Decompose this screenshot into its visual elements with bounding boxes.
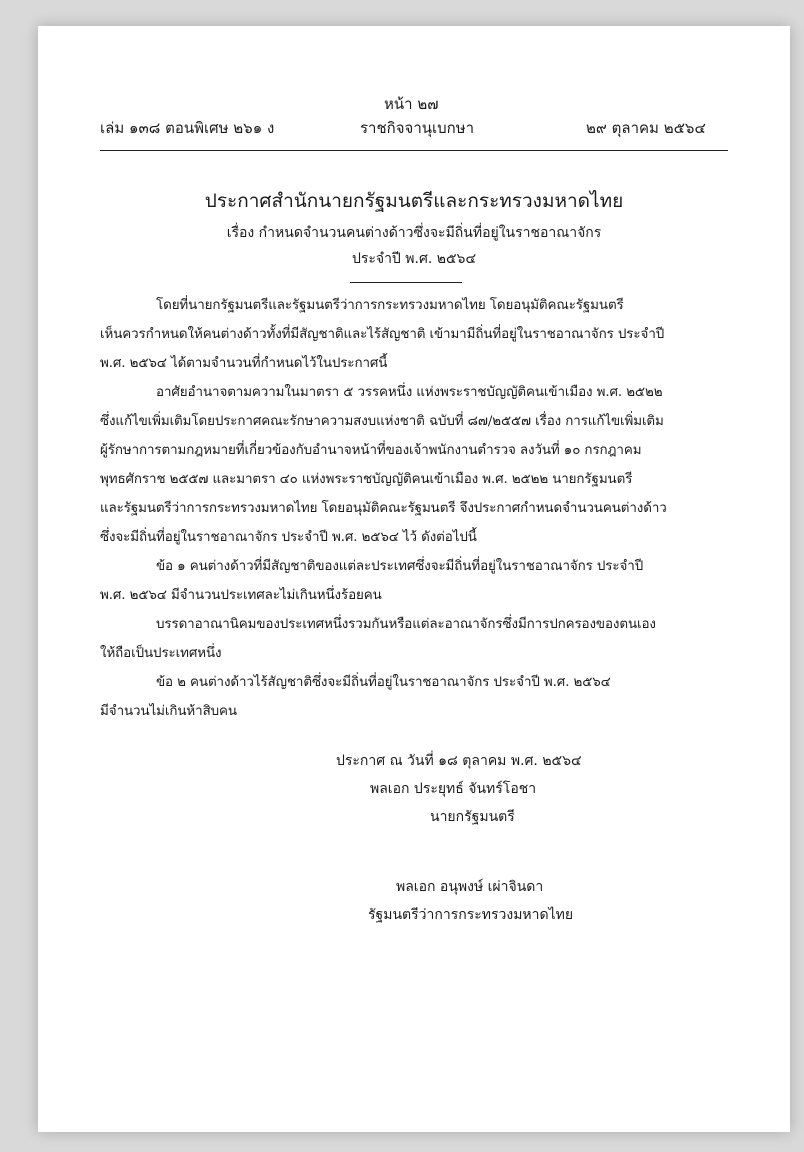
document-subject: เรื่อง กำหนดจำนวนคนต่างด้าวซึ่งจะมีถิ่นที่อยู่ในราชอาณาจักร	[226, 225, 602, 241]
clause-1: ข้อ ๑ คนต่างด้าวที่มีสัญชาติของแต่ละประเทศซึ่งจะมีถิ่นที่อยู่ในราชอาณาจักร ประจำปี	[156, 559, 644, 574]
document-year: ประจำปี พ.ศ. ๒๕๖๔	[351, 251, 477, 267]
gazette-name: ราชกิจจานุเบกษา	[360, 119, 475, 137]
body-line: พุทธศักราช ๒๕๕๗ และมาตรา ๔๐ แห่งพระราชบัญญัติคนเข้าเมือง พ.ศ. ๒๕๒๒ นายกรัฐมนตรี	[100, 472, 633, 487]
body-line: พ.ศ. ๒๕๖๔ ได้ตามจำนวนที่กำหนดไว้ในประกาศนี้	[100, 356, 388, 371]
signer-2-name: พลเอก อนุพงษ์ เผ่าจินดา	[396, 879, 544, 895]
gazette-page	[38, 26, 790, 1132]
body-line: และรัฐมนตรีว่าการกระทรวงมหาดไทย โดยอนุมัติคณะรัฐมนตรี จึงประกาศกำหนดจำนวนคนต่างด้าว	[100, 501, 667, 516]
body-line: เห็นควรกำหนดให้คนต่างด้าวทั้งที่มีสัญชาติและไร้สัญชาติ เข้ามามีถิ่นที่อยู่ในราชอาณาจักร ประจำปี	[100, 327, 665, 342]
clause-2: ข้อ ๒ คนต่างด้าวไร้สัญชาติซึ่งจะมีถิ่นที่อยู่ในราชอาณาจักร ประจำปี พ.ศ. ๒๕๖๔	[156, 675, 611, 690]
publication-date: ๒๙ ตุลาคม ๒๕๖๔	[586, 119, 706, 137]
body-line: ซึ่งแก้ไขเพิ่มเติมโดยประกาศคณะรักษาความสงบแห่งชาติ ฉบับที่ ๘๗/๒๕๕๗ เรื่อง การแก้ไขเพิ่มเติม	[100, 414, 664, 429]
body-line: มีจำนวนไม่เกินห้าสิบคน	[100, 704, 237, 719]
body-line: พ.ศ. ๒๕๖๔ มีจำนวนประเทศละไม่เกินหนึ่งร้อยคน	[100, 588, 382, 603]
body-line: ซึ่งจะมีถิ่นที่อยู่ในราชอาณาจักร ประจำปี พ.ศ. ๒๕๖๔ ไว้ ดังต่อไปนี้	[100, 530, 477, 545]
body-line: ให้ถือเป็นประเทศหนึ่ง	[100, 646, 222, 661]
page-number: หน้า ๒๗	[384, 95, 439, 113]
signer-1-title: นายกรัฐมนตรี	[430, 809, 515, 825]
title-divider	[350, 282, 462, 283]
signer-1-name: พลเอก ประยุทธ์ จันทร์โอชา	[370, 781, 537, 797]
signer-2-title: รัฐมนตรีว่าการกระทรวงมหาดไทย	[368, 907, 574, 923]
body-line: บรรดาอาณานิคมของประเทศหนึ่งรวมกันหรือแต่ละอาณาจักรซึ่งมีการปกครองของตนเอง	[156, 617, 656, 632]
body-line: อาศัยอำนาจตามความในมาตรา ๕ วรรคหนึ่ง แห่งพระราชบัญญัติคนเข้าเมือง พ.ศ. ๒๕๒๒	[156, 385, 663, 400]
header-divider	[100, 150, 728, 151]
body-line: ผู้รักษาการตามกฎหมายที่เกี่ยวข้องกับอำนาจหน้าที่ของเจ้าพนักงานตำรวจ ลงวันที่ ๑๐ กรกฎาคม	[100, 443, 642, 458]
document-title: ประกาศสำนักนายกรัฐมนตรีและกระทรวงมหาดไทย	[204, 190, 624, 212]
volume-info: เล่ม ๑๓๘ ตอนพิเศษ ๒๖๑ ง	[100, 119, 275, 137]
announcement-date: ประกาศ ณ วันที่ ๑๘ ตุลาคม พ.ศ. ๒๕๖๔	[336, 753, 582, 769]
body-line: โดยที่นายกรัฐมนตรีและรัฐมนตรีว่าการกระทรวงมหาดไทย โดยอนุมัติคณะรัฐมนตรี	[156, 298, 624, 313]
